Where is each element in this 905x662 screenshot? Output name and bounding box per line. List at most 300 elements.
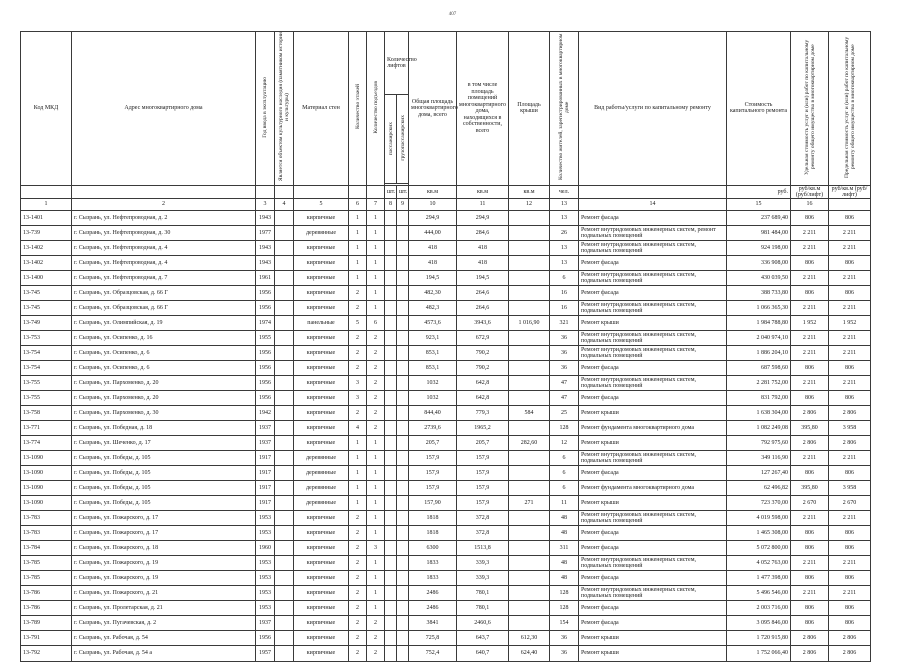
cell-owned: 643,7	[457, 631, 509, 646]
cell-owned: 157,9	[457, 481, 509, 496]
cell-total: 853,1	[409, 360, 457, 375]
cell-total: 194,5	[409, 270, 457, 285]
cell-res: 128	[550, 420, 579, 435]
cell-total: 1818	[409, 526, 457, 541]
cell-total: 4573,6	[409, 315, 457, 330]
cell-total: 6300	[409, 541, 457, 556]
header-address: Адрес многоквартирного дома	[72, 32, 256, 186]
cell-lp	[385, 571, 397, 586]
header-heritage: Является объектом культурного наследия (памятником истории и культуры)	[275, 32, 294, 186]
cell-addr: г. Сызрань, ул. Пархоменко, д. 30	[72, 405, 256, 420]
cell-total: 294,9	[409, 210, 457, 225]
cell-her	[275, 240, 294, 255]
cell-total: 157,9	[409, 466, 457, 481]
cell-en: 1	[367, 526, 385, 541]
cell-her	[275, 420, 294, 435]
header-total-area: Общая площадь многоквартирного дома, всего	[409, 32, 457, 186]
cell-work: Ремонт крыши	[579, 646, 727, 661]
cell-lp	[385, 345, 397, 360]
cell-work: Ремонт фасада	[579, 571, 727, 586]
cell-unit: 2 211	[791, 556, 829, 571]
cell-code: 13-1402	[21, 255, 72, 270]
cell-fl: 2	[349, 646, 367, 661]
cell-her	[275, 330, 294, 345]
cell-her	[275, 225, 294, 240]
cell-roof	[509, 210, 550, 225]
cell-year: 1953	[256, 526, 275, 541]
cell-addr: г. Сызрань, ул. Нефтепроводная, д. 7	[72, 270, 256, 285]
cell-lp	[385, 315, 397, 330]
cell-addr: г. Сызрань, ул. Пожарского, д. 21	[72, 586, 256, 601]
cell-her	[275, 571, 294, 586]
cell-lc	[397, 526, 409, 541]
cell-code: 13-749	[21, 315, 72, 330]
cell-max: 806	[829, 526, 871, 541]
header-unit-cost: Удельная стоимость услуг и (или) работ по капитальному ремонту общего имущества в многоквартирном доме	[791, 32, 829, 186]
cell-lp	[385, 420, 397, 435]
table-row	[21, 646, 871, 661]
cell-cost: 723 370,00	[727, 496, 791, 511]
cell-total: 205,7	[409, 435, 457, 450]
cell-lc	[397, 466, 409, 481]
cell-unit: 806	[791, 285, 829, 300]
cell-unit: 395,80	[791, 420, 829, 435]
cell-addr: г. Сызрань, ул. Пожарского, д. 17	[72, 511, 256, 526]
cell-her	[275, 466, 294, 481]
cell-owned: 339,3	[457, 556, 509, 571]
cell-addr: г. Сызрань, ул. Пугачевская, д. 2	[72, 616, 256, 631]
cell-unit: 2 211	[791, 300, 829, 315]
cell-year: 1956	[256, 390, 275, 405]
cell-max: 3 958	[829, 481, 871, 496]
cell-cost: 5 496 546,00	[727, 586, 791, 601]
cell-lc	[397, 345, 409, 360]
table-row	[21, 496, 871, 511]
cell-her	[275, 586, 294, 601]
cell-work: Ремонт внутридомовых инженерных систем, подвальных помещений	[579, 511, 727, 526]
cell-owned: 790,2	[457, 345, 509, 360]
header-floors: Количество этажей	[349, 32, 367, 186]
cell-unit: 2 806	[791, 435, 829, 450]
cell-year: 1953	[256, 571, 275, 586]
cell-owned: 339,3	[457, 571, 509, 586]
cell-owned: 642,8	[457, 375, 509, 390]
cell-roof	[509, 225, 550, 240]
colnum: 14	[579, 198, 727, 210]
header-entrances: Количество подъездов	[367, 32, 385, 186]
cell-cost: 4 019 598,00	[727, 511, 791, 526]
cell-roof	[509, 285, 550, 300]
cell-max: 2 806	[829, 435, 871, 450]
cell-fl: 1	[349, 225, 367, 240]
cell-roof	[509, 390, 550, 405]
cell-fl: 2	[349, 285, 367, 300]
cell-res: 48	[550, 511, 579, 526]
cell-en: 1	[367, 481, 385, 496]
table-row	[21, 255, 871, 270]
cell-roof	[509, 451, 550, 466]
cell-en: 1	[367, 210, 385, 225]
cell-max: 806	[829, 360, 871, 375]
cell-owned: 157,9	[457, 466, 509, 481]
cell-wall: кирпичные	[294, 300, 349, 315]
cell-her	[275, 210, 294, 225]
cell-max: 2 670	[829, 496, 871, 511]
cell-addr: г. Сызрань, ул. Рабочая, д. 54	[72, 631, 256, 646]
cell-year: 1956	[256, 375, 275, 390]
cell-roof	[509, 616, 550, 631]
cell-lc	[397, 511, 409, 526]
cell-addr: г. Сызрань, ул. Пархоменко, д. 20	[72, 390, 256, 405]
cell-year: 1957	[256, 646, 275, 661]
table-row	[21, 541, 871, 556]
cell-owned: 790,2	[457, 360, 509, 375]
cell-total: 3841	[409, 616, 457, 631]
cell-total: 157,9	[409, 481, 457, 496]
cell-total: 1833	[409, 571, 457, 586]
cell-res: 311	[550, 541, 579, 556]
header-works: Вид работы/услуги по капитальному ремонту	[579, 32, 727, 186]
cell-addr: г. Сызрань, ул. Нефтепроводная, д. 4	[72, 240, 256, 255]
cell-her	[275, 541, 294, 556]
table-row	[21, 616, 871, 631]
cell-year: 1953	[256, 556, 275, 571]
cell-res: 11	[550, 496, 579, 511]
cell-roof: 624,40	[509, 646, 550, 661]
cell-her	[275, 255, 294, 270]
cell-wall: кирпичные	[294, 285, 349, 300]
table-row	[21, 556, 871, 571]
cell-unit: 2 211	[791, 451, 829, 466]
cell-lp	[385, 451, 397, 466]
cell-unit: 2 211	[791, 270, 829, 285]
cell-owned: 372,8	[457, 526, 509, 541]
cell-unit: 2 211	[791, 240, 829, 255]
cell-fl: 1	[349, 210, 367, 225]
colnum: 2	[72, 198, 256, 210]
cell-fl: 2	[349, 526, 367, 541]
cell-fl: 2	[349, 586, 367, 601]
cell-lp	[385, 511, 397, 526]
cell-max: 806	[829, 601, 871, 616]
cell-addr: г. Сызрань, ул. Осипенко, д. 6	[72, 345, 256, 360]
cell-fl: 2	[349, 541, 367, 556]
cell-her	[275, 360, 294, 375]
cell-unit: 806	[791, 210, 829, 225]
cell-en: 1	[367, 601, 385, 616]
cell-lc	[397, 556, 409, 571]
cell-en: 1	[367, 255, 385, 270]
cell-total: 1833	[409, 556, 457, 571]
cell-her	[275, 616, 294, 631]
cell-cost: 237 689,40	[727, 210, 791, 225]
cell-wall: деревянные	[294, 496, 349, 511]
cell-owned: 642,8	[457, 390, 509, 405]
cell-wall: кирпичные	[294, 255, 349, 270]
cell-wall: деревянные	[294, 225, 349, 240]
cell-max: 2 806	[829, 631, 871, 646]
cell-addr: г. Сызрань, ул. Образцовская, д. 66 Г	[72, 285, 256, 300]
table-row	[21, 631, 871, 646]
colnum: 3	[256, 198, 275, 210]
cell-cost: 1 465 308,00	[727, 526, 791, 541]
cell-unit: 2 211	[791, 225, 829, 240]
cell-en: 1	[367, 511, 385, 526]
cell-res: 6	[550, 481, 579, 496]
colnum: 10	[409, 198, 457, 210]
cell-wall: кирпичные	[294, 405, 349, 420]
cell-fl: 1	[349, 255, 367, 270]
unit-owned-area: кв.м	[457, 185, 509, 198]
cell-year: 1943	[256, 255, 275, 270]
cell-work: Ремонт внутридомовых инженерных систем, подвальных помещений	[579, 345, 727, 360]
cell-unit: 2 806	[791, 646, 829, 661]
unit-unit-cost: руб/кв.м (руб/лифт)	[791, 185, 829, 198]
cell-lc	[397, 571, 409, 586]
cell-fl: 2	[349, 556, 367, 571]
cell-en: 2	[367, 420, 385, 435]
cell-roof	[509, 601, 550, 616]
cell-wall: кирпичные	[294, 270, 349, 285]
unit-max-cost: руб/кв.м (руб/лифт)	[829, 185, 871, 198]
cell-fl: 2	[349, 616, 367, 631]
cell-year: 1961	[256, 270, 275, 285]
column-numbers-row	[21, 198, 871, 210]
table-row	[21, 330, 871, 345]
table-row	[21, 360, 871, 375]
cell-lp	[385, 330, 397, 345]
cell-roof	[509, 270, 550, 285]
cell-year: 1956	[256, 285, 275, 300]
cell-fl: 2	[349, 405, 367, 420]
cell-wall: кирпичные	[294, 526, 349, 541]
cell-wall: деревянные	[294, 466, 349, 481]
cell-fl: 3	[349, 390, 367, 405]
cell-lp	[385, 300, 397, 315]
cell-res: 128	[550, 601, 579, 616]
cell-lp	[385, 601, 397, 616]
cell-lc	[397, 315, 409, 330]
cell-lc	[397, 270, 409, 285]
cell-fl: 2	[349, 300, 367, 315]
cell-owned: 3943,6	[457, 315, 509, 330]
cell-roof: 612,30	[509, 631, 550, 646]
cell-cost: 1 082 249,08	[727, 420, 791, 435]
header-lifts-passenger: пассажирских	[385, 95, 397, 184]
cell-lp	[385, 435, 397, 450]
cell-unit: 806	[791, 466, 829, 481]
cell-en: 2	[367, 345, 385, 360]
cell-lp	[385, 360, 397, 375]
cell-work: Ремонт внутридомовых инженерных систем, подвальных помещений	[579, 240, 727, 255]
cell-her	[275, 300, 294, 315]
cell-her	[275, 526, 294, 541]
cell-her	[275, 556, 294, 571]
cell-her	[275, 631, 294, 646]
cell-max: 806	[829, 255, 871, 270]
cell-roof	[509, 345, 550, 360]
cell-year: 1937	[256, 420, 275, 435]
cell-work: Ремонт внутридомовых инженерных систем, подвальных помещений	[579, 270, 727, 285]
cell-cost: 1 066 365,30	[727, 300, 791, 315]
cell-code: 13-745	[21, 285, 72, 300]
cell-year: 1917	[256, 451, 275, 466]
cell-en: 1	[367, 240, 385, 255]
cell-code: 13-784	[21, 541, 72, 556]
table-row	[21, 451, 871, 466]
cell-year: 1943	[256, 210, 275, 225]
cell-cost: 4 052 763,00	[727, 556, 791, 571]
cell-year: 1974	[256, 315, 275, 330]
cell-wall: кирпичные	[294, 360, 349, 375]
cell-max: 806	[829, 210, 871, 225]
cell-total: 444,00	[409, 225, 457, 240]
colnum: 9	[397, 198, 409, 210]
cell-res: 12	[550, 435, 579, 450]
cell-wall: кирпичные	[294, 375, 349, 390]
cell-her	[275, 496, 294, 511]
cell-her	[275, 511, 294, 526]
cell-addr: г. Сызрань, ул. Образцовская, д. 66 Г	[72, 300, 256, 315]
cell-owned: 2460,6	[457, 616, 509, 631]
header-walls: Материал стен	[294, 32, 349, 186]
cell-wall: кирпичные	[294, 345, 349, 360]
cell-en: 1	[367, 225, 385, 240]
table-row	[21, 586, 871, 601]
cell-total: 1032	[409, 390, 457, 405]
cell-work: Ремонт фасада	[579, 616, 727, 631]
table-row	[21, 225, 871, 240]
cell-lp	[385, 466, 397, 481]
cell-max: 806	[829, 571, 871, 586]
cell-her	[275, 390, 294, 405]
cell-unit: 806	[791, 616, 829, 631]
cell-roof	[509, 481, 550, 496]
cell-roof	[509, 255, 550, 270]
cell-res: 36	[550, 330, 579, 345]
cell-wall: кирпичные	[294, 571, 349, 586]
cell-en: 1	[367, 435, 385, 450]
cell-code: 13-785	[21, 571, 72, 586]
cell-code: 13-783	[21, 526, 72, 541]
cell-roof	[509, 586, 550, 601]
cell-code: 13-786	[21, 586, 72, 601]
cell-en: 6	[367, 315, 385, 330]
cell-roof: 271	[509, 496, 550, 511]
cell-cost: 1 720 915,80	[727, 631, 791, 646]
cell-code: 13-789	[21, 616, 72, 631]
cell-res: 48	[550, 556, 579, 571]
cell-cost: 1 752 066,40	[727, 646, 791, 661]
cell-lc	[397, 390, 409, 405]
table-row	[21, 345, 871, 360]
cell-code: 13-755	[21, 390, 72, 405]
colnum: 16	[791, 198, 829, 210]
cell-work: Ремонт фасада	[579, 360, 727, 375]
cell-her	[275, 285, 294, 300]
cell-lp	[385, 481, 397, 496]
cell-unit: 2 806	[791, 405, 829, 420]
cell-en: 1	[367, 451, 385, 466]
cell-lc	[397, 300, 409, 315]
cell-lp	[385, 225, 397, 240]
cell-addr: г. Сызрань, ул. Победы, д. 105	[72, 451, 256, 466]
cell-res: 36	[550, 646, 579, 661]
table-row	[21, 466, 871, 481]
cell-roof	[509, 330, 550, 345]
cell-total: 1818	[409, 511, 457, 526]
cell-total: 482,30	[409, 285, 457, 300]
cell-unit: 1 952	[791, 315, 829, 330]
table-row	[21, 571, 871, 586]
cell-res: 36	[550, 631, 579, 646]
cell-res: 13	[550, 240, 579, 255]
cell-code: 13-1090	[21, 481, 72, 496]
cell-roof	[509, 571, 550, 586]
colnum: 11	[457, 198, 509, 210]
table-row	[21, 240, 871, 255]
cell-owned: 264,6	[457, 300, 509, 315]
cell-work: Ремонт фасада	[579, 255, 727, 270]
cell-addr: г. Сызрань, ул. Осипенко, д. 16	[72, 330, 256, 345]
table-row	[21, 420, 871, 435]
cell-max: 806	[829, 541, 871, 556]
colnum: 1	[21, 198, 72, 210]
cell-fl: 4	[349, 420, 367, 435]
cell-en: 1	[367, 466, 385, 481]
cell-lc	[397, 360, 409, 375]
cell-cost: 1 477 398,00	[727, 571, 791, 586]
colnum: 5	[294, 198, 349, 210]
header-cost: Стоимость капитального ремонта	[727, 32, 791, 186]
cell-max: 2 211	[829, 451, 871, 466]
cell-year: 1917	[256, 496, 275, 511]
cell-owned: 372,8	[457, 511, 509, 526]
cell-wall: деревянные	[294, 451, 349, 466]
cell-addr: г. Сызрань, ул. Пархоменко, д. 20	[72, 375, 256, 390]
cell-res: 48	[550, 526, 579, 541]
cell-her	[275, 435, 294, 450]
table-body	[21, 210, 871, 661]
table-row	[21, 511, 871, 526]
table-row	[21, 390, 871, 405]
cell-res: 128	[550, 586, 579, 601]
cell-lc	[397, 496, 409, 511]
cell-addr: г. Сызрань, ул. Пожарского, д. 17	[72, 526, 256, 541]
cell-year: 1960	[256, 541, 275, 556]
cell-her	[275, 481, 294, 496]
cell-code: 13-739	[21, 225, 72, 240]
cell-lc	[397, 210, 409, 225]
cell-lp	[385, 526, 397, 541]
cell-work: Ремонт внутридомовых инженерных систем, подвальных помещений	[579, 451, 727, 466]
cell-res: 16	[550, 285, 579, 300]
cell-cost: 430 039,50	[727, 270, 791, 285]
cell-code: 13-745	[21, 300, 72, 315]
cell-lp	[385, 496, 397, 511]
page-number: 407	[448, 12, 457, 17]
cell-lp	[385, 586, 397, 601]
cell-fl: 1	[349, 270, 367, 285]
cell-res: 321	[550, 315, 579, 330]
table-row	[21, 435, 871, 450]
colnum: 8	[385, 198, 397, 210]
cell-year: 1956	[256, 345, 275, 360]
cell-res: 48	[550, 571, 579, 586]
cell-en: 1	[367, 571, 385, 586]
cell-cost: 5 072 800,00	[727, 541, 791, 556]
cell-lc	[397, 225, 409, 240]
